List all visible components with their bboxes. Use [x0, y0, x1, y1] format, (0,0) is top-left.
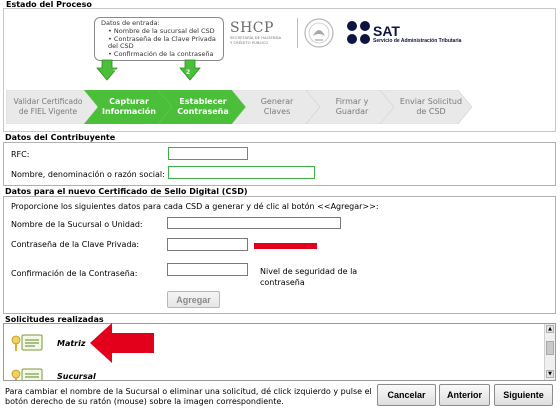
sucursal-label: Nombre de la Sucursal o Unidad:	[11, 220, 143, 229]
step-label-firmar: Firmar y Guardar	[335, 97, 369, 116]
list-item-label: Matriz	[57, 339, 86, 348]
csd-instructions: Proporcione los siguientes datos para cada CSD a generar y dé clic al botón <<Agregar>>:	[11, 202, 379, 211]
security-level-label: Nivel de seguridad de la contraseña	[260, 267, 358, 287]
agregar-button[interactable]: Agregar	[167, 291, 220, 308]
shcp-wordmark: SHCP	[230, 20, 274, 36]
list-item-label: Sucursal	[57, 372, 96, 381]
step-label-capturar: Capturar Información	[101, 97, 156, 116]
help-text: Para cambiar el nombre de la Sucursal o eliminar una solicitud, dé click izquierdo y pulse el botón derecho de su ratón (mouse) sobre la imagen correspondiente.	[5, 387, 372, 406]
confirm-field[interactable]	[167, 263, 248, 276]
callout-item: • Contraseña de la Clave Privada del CSD	[108, 36, 217, 52]
contribuyente-title: Datos del Contribuyente	[5, 133, 116, 142]
step-label-establecer: Establecer Contraseña	[177, 97, 229, 116]
contribuyente-panel	[3, 142, 556, 186]
sat-subtitle: Servicio de Administración Tributaria	[373, 38, 462, 44]
callout-item: • Confirmación de la contraseña	[108, 51, 217, 59]
sat-logo-icon	[346, 20, 372, 46]
scroll-up-icon[interactable]: ▲	[546, 325, 554, 333]
process-title: Estado del Proceso	[6, 0, 92, 9]
rfc-field[interactable]	[168, 147, 248, 160]
step-label-validar: Validar Certificado de FIEL Vigente	[13, 97, 83, 116]
password-field[interactable]	[167, 238, 248, 251]
callout-heading: Datos de entrada:	[101, 19, 160, 27]
list-item[interactable]	[10, 332, 44, 354]
callout-item: • Nombre de la sucursal del CSD	[108, 28, 217, 36]
cancelar-button[interactable]: Cancelar	[377, 384, 436, 406]
confirm-label: Confirmación de la Contraseña:	[11, 269, 138, 278]
sat-wordmark: SAT	[373, 23, 400, 39]
certificate-key-icon	[10, 366, 44, 381]
shcp-logo	[230, 20, 281, 45]
certificate-key-icon	[10, 332, 44, 354]
shcp-subtitle: Y CRÉDITO PÚBLICO	[230, 39, 269, 45]
red-pointer-arrow-icon	[88, 320, 158, 366]
solicitudes-list	[3, 323, 556, 381]
siguiente-button[interactable]: Siguiente	[494, 384, 553, 406]
step-label-enviar: Enviar Solicitud de CSD	[399, 97, 463, 116]
csd-title: Datos para el nuevo Certificado de Sello Digital (CSD)	[5, 187, 248, 196]
password-strength-bar	[254, 243, 317, 249]
coat-of-arms-icon	[303, 16, 335, 50]
nombre-field[interactable]	[168, 166, 315, 179]
list-scrollbar[interactable]	[544, 324, 555, 380]
scroll-down-icon[interactable]: ▼	[546, 370, 554, 378]
csd-panel	[3, 196, 556, 314]
rfc-label: RFC:	[11, 150, 30, 159]
shcp-subtitle: SECRETARÍA DE HACIENDA	[230, 35, 282, 40]
step-marker-number: 2	[113, 69, 118, 76]
logo-divider	[297, 18, 298, 48]
scroll-thumb[interactable]	[546, 341, 554, 355]
anterior-button[interactable]: Anterior	[439, 384, 490, 406]
step-label-generar: Generar Claves	[260, 97, 294, 116]
sucursal-field[interactable]	[167, 217, 341, 229]
input-data-callout	[94, 17, 224, 61]
solicitudes-title: Solicitudes realizadas	[5, 315, 104, 324]
password-label: Contraseña de la Clave Privada:	[11, 240, 140, 249]
nombre-label: Nombre, denominación o razón social:	[11, 170, 165, 179]
list-item[interactable]	[10, 366, 44, 381]
step-marker-number: 2	[186, 69, 191, 76]
